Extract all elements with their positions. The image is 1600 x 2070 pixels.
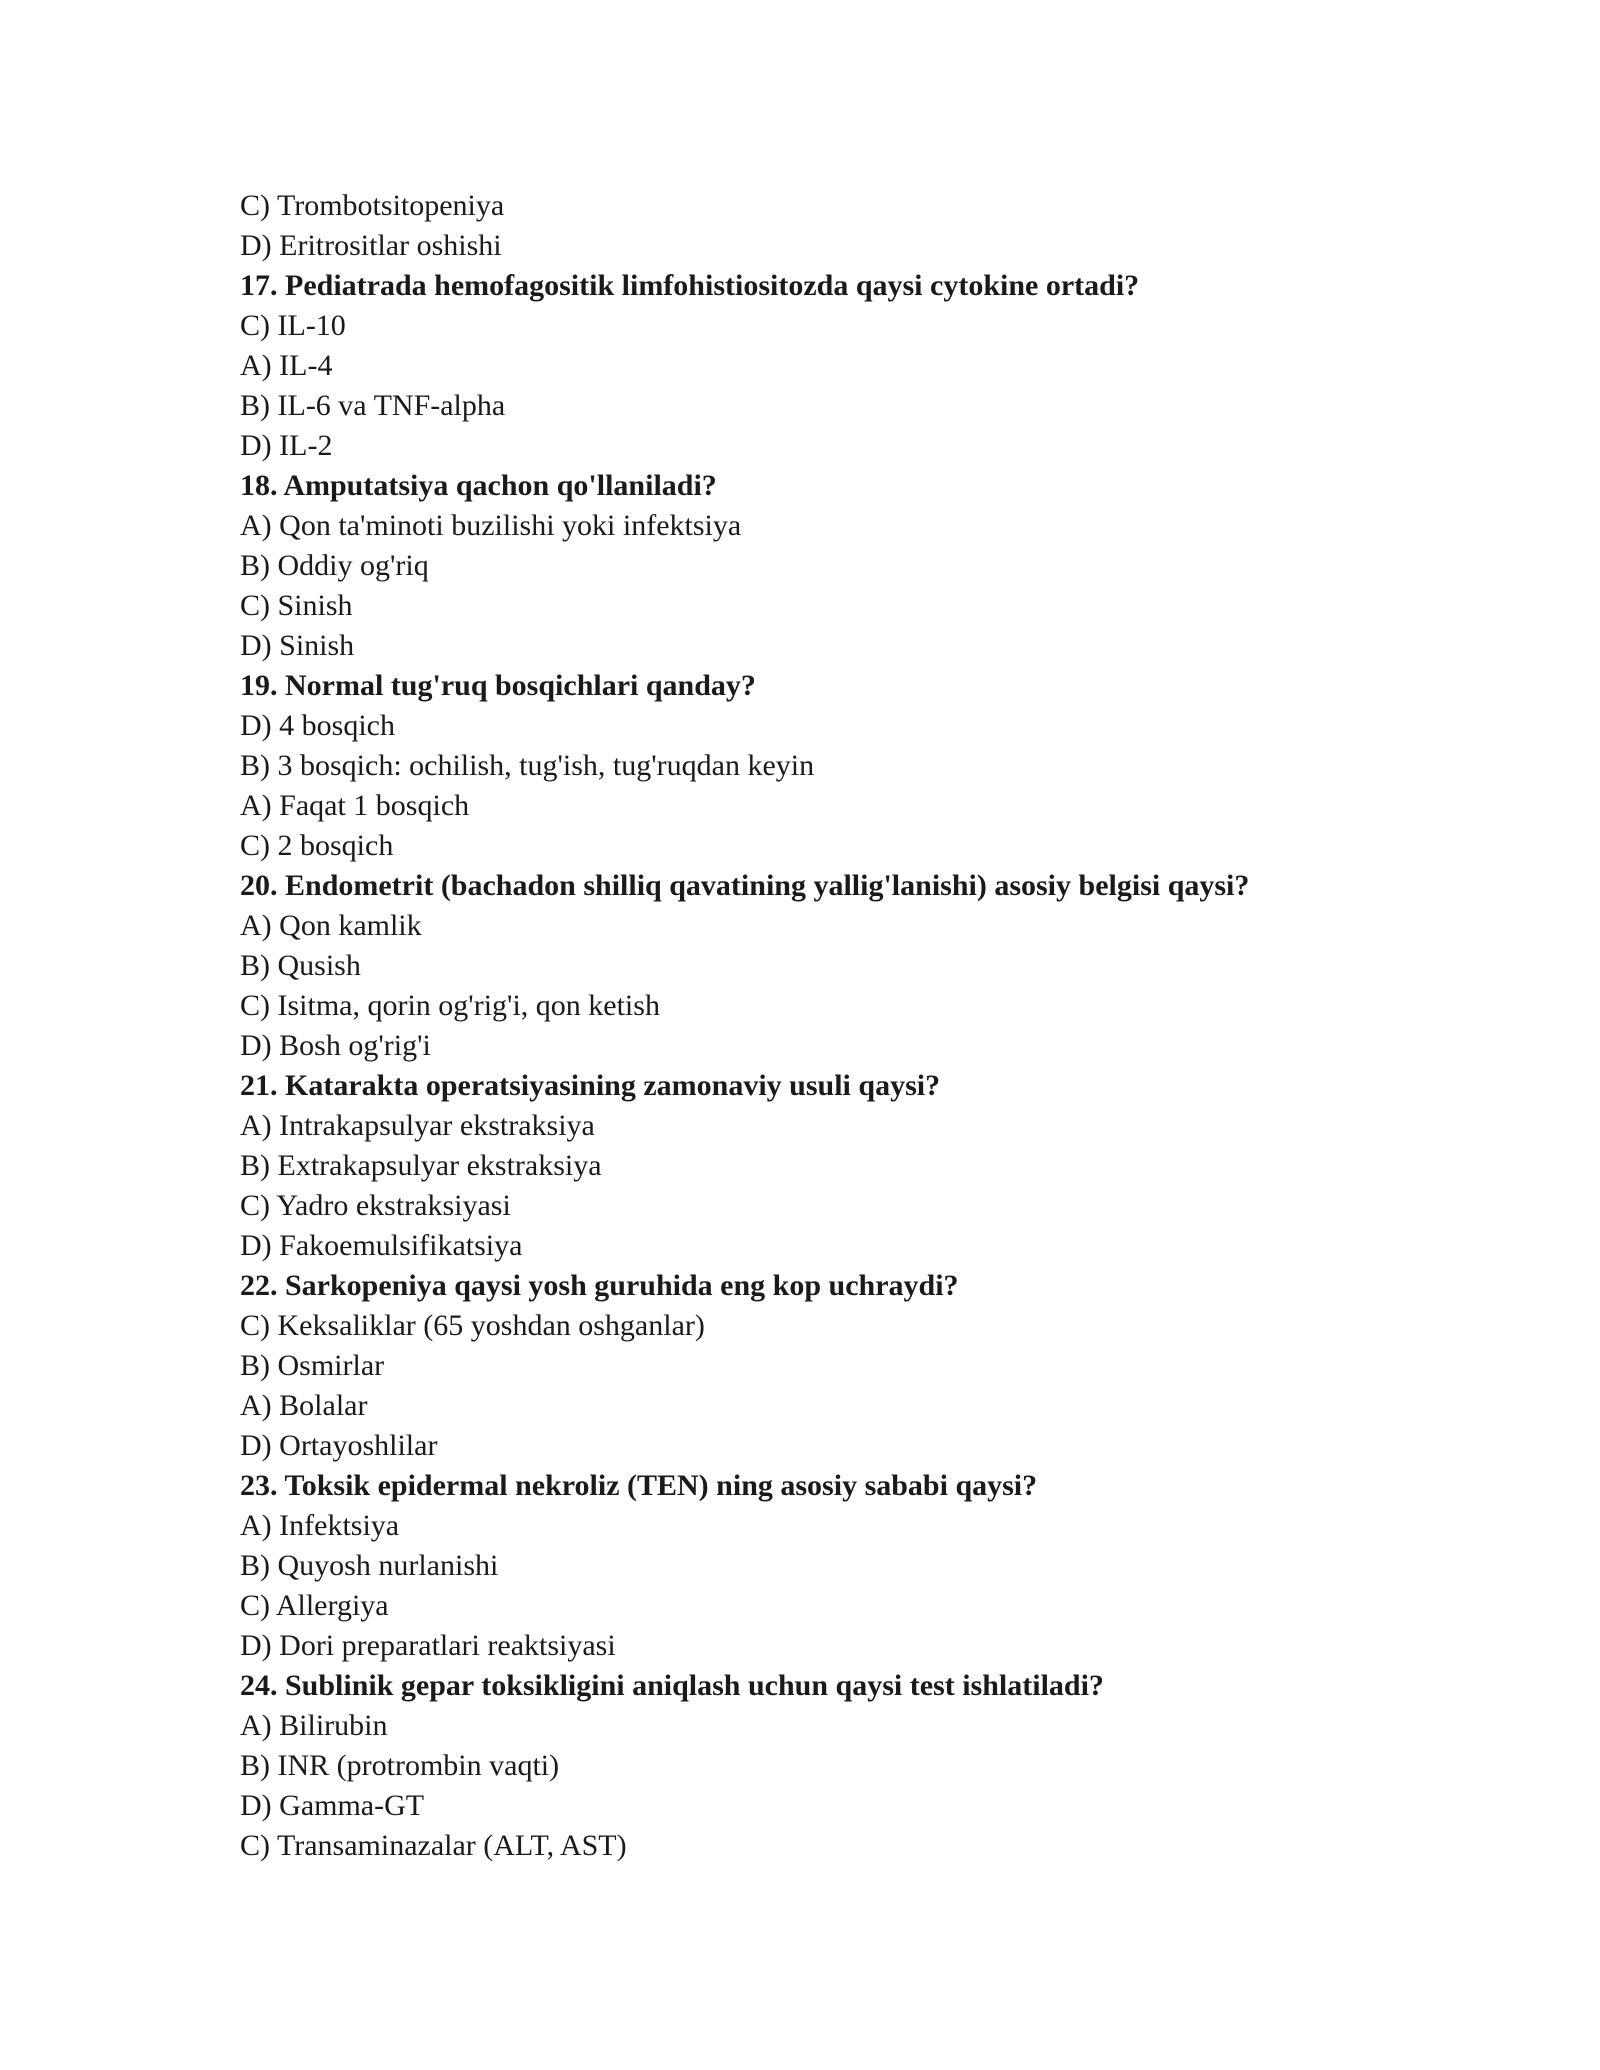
question-19: 19. Normal tug'ruq bosqichlari qanday? [240, 669, 756, 702]
question-17: 17. Pediatrada hemofagositik limfohistiositozda qaysi cytokine ortadi? [240, 269, 1140, 302]
question-22: 22. Sarkopeniya qaysi yosh guruhida eng kop uchraydi? [240, 1269, 959, 1302]
option-line: A) Faqat 1 bosqich [240, 789, 470, 822]
question-21: 21. Katarakta operatsiyasining zamonaviy usuli qaysi? [240, 1069, 941, 1102]
option-line: C) Transaminazalar (ALT, AST) [240, 1829, 627, 1862]
option-line: C) Sinish [240, 589, 353, 622]
option-line: B) Quyosh nurlanishi [240, 1549, 499, 1582]
option-line: B) Osmirlar [240, 1349, 385, 1382]
option-line: D) Sinish [240, 629, 355, 662]
option-line: D) 4 bosqich [240, 709, 395, 742]
option-line: A) IL-4 [240, 349, 333, 382]
option-line: D) Gamma-GT [240, 1789, 425, 1822]
question-20: 20. Endometrit (bachadon shilliq qavatining yallig'lanishi) asosiy belgisi qaysi? [240, 869, 1250, 902]
option-line: C) Yadro ekstraksiyasi [240, 1189, 511, 1222]
question-18: 18. Amputatsiya qachon qo'llaniladi? [240, 469, 717, 502]
option-line: D) Ortayoshlilar [240, 1429, 438, 1462]
option-line: A) Qon ta'minoti buzilishi yoki infektsiya [240, 509, 742, 542]
option-line: B) Oddiy og'riq [240, 549, 429, 582]
option-line: C) Trombotsitopeniya [240, 189, 505, 222]
option-line: A) Bilirubin [240, 1709, 388, 1742]
option-line: B) Extrakapsulyar ekstraksiya [240, 1149, 602, 1182]
option-line: D) Dori preparatlari reaktsiyasi [240, 1629, 616, 1662]
option-line: D) Bosh og'rig'i [240, 1029, 431, 1062]
question-23: 23. Toksik epidermal nekroliz (TEN) ning asosiy sababi qaysi? [240, 1469, 1038, 1502]
option-line: C) 2 bosqich [240, 829, 394, 862]
option-line: D) Fakoemulsifikatsiya [240, 1229, 523, 1262]
option-line: C) Isitma, qorin og'rig'i, qon ketish [240, 989, 660, 1022]
option-line: C) Allergiya [240, 1589, 389, 1622]
option-line: A) Infektsiya [240, 1509, 400, 1542]
option-line: B) IL-6 va TNF-alpha [240, 389, 506, 422]
option-line: D) IL-2 [240, 429, 333, 462]
option-line: A) Intrakapsulyar ekstraksiya [240, 1109, 595, 1142]
option-line: A) Bolalar [240, 1389, 368, 1422]
document-page [240, 186, 1420, 1866]
option-line: C) IL-10 [240, 309, 346, 342]
option-line: C) Keksaliklar (65 yoshdan oshganlar) [240, 1309, 705, 1342]
option-line: D) Eritrositlar oshishi [240, 229, 502, 262]
option-line: A) Qon kamlik [240, 909, 422, 942]
option-line: B) INR (protrombin vaqti) [240, 1749, 560, 1782]
option-line: B) Qusish [240, 949, 361, 982]
question-24: 24. Sublinik gepar toksikligini aniqlash uchun qaysi test ishlatiladi? [240, 1669, 1104, 1702]
option-line: B) 3 bosqich: ochilish, tug'ish, tug'ruqdan keyin [240, 749, 815, 782]
